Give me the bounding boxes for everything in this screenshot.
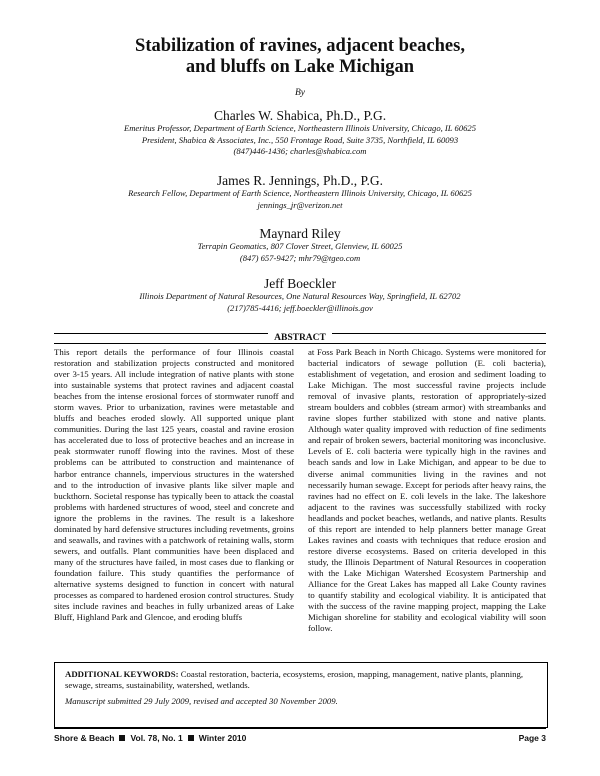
author-contact: (847)446-1436; charles@shabica.com [233, 146, 367, 156]
abstract-column-left [54, 347, 294, 623]
square-bullet-icon [188, 735, 194, 741]
manuscript-note: Manuscript submitted 29 July 2009, revised and accepted 30 November 2009. [65, 696, 338, 706]
article-title [40, 36, 560, 78]
author-affiliation: Emeritus Professor, Department of Earth Science, Northeastern Illinois University, Chicago, IL 60625 [123, 123, 477, 133]
author-block [20, 276, 580, 314]
title-line-1: Stabilization of ravines, adjacent beaches, [135, 36, 465, 56]
journal-volume: Vol. 78, No. 1 [130, 733, 183, 743]
abstract-column-right [308, 347, 546, 634]
abstract-heading-rule [54, 343, 546, 344]
author-block [20, 173, 580, 211]
keywords-label: ADDITIONAL KEYWORDS: [65, 669, 179, 679]
author-block [20, 108, 580, 158]
author-name: Maynard Riley [259, 226, 341, 241]
author-contact: (847) 657-9427; mhr79@tgeo.com [239, 252, 361, 263]
square-bullet-icon [119, 735, 125, 741]
keywords-box [54, 662, 548, 728]
abstract-heading: ABSTRACT [0, 333, 600, 343]
author-block [20, 226, 580, 264]
footer-citation [54, 733, 246, 743]
author-name: Charles W. Shabica, Ph.D., P.G. [213, 108, 387, 123]
keywords-paragraph [65, 669, 537, 691]
author-name: James R. Jennings, Ph.D., P.G. [216, 173, 384, 188]
author-affiliation: Illinois Department of Natural Resources, One Natural Resources Way, Springfield, IL 62702 [139, 291, 461, 301]
journal-name: Shore & Beach [54, 733, 115, 743]
keywords-text: Coastal restoration, bacteria, ecosystems, erosion, mapping, management, native plants, planning, sewage, streams, sustainability, watershed, wetlands. [65, 669, 524, 690]
footer-rule [54, 728, 546, 729]
title-line-2: and bluffs on Lake Michigan [185, 57, 415, 77]
author-affiliation: Terrapin Geomatics, 807 Clover Street, Glenview, IL 60025 [197, 241, 403, 251]
author-contact: (217)785-4416; jeff.boeckler@illinois.gov [227, 302, 373, 313]
page-number: Page 3 [518, 733, 546, 743]
author-affiliation: President, Shabica & Associates, Inc., 550 Frontage Road, Suite 3735, Northfield, IL 60093 [141, 134, 459, 145]
author-affiliation: Research Fellow, Department of Earth Science, Northeastern Illinois University, Chicago, IL 60625 [128, 188, 472, 198]
byline-label: By [294, 88, 306, 98]
author-name: Jeff Boeckler [263, 276, 337, 291]
abstract-text-right: at Foss Park Beach in North Chicago. Systems were monitored for bacterial indicators of sewage pollution (E. coli bacteria), establishment of vegetation, and erosion and sediment loading to Lake Michigan. The most successful ravine projects include removal of invasive plants, restoration of appropriately-sized stream boulders and cobbles (stream armor) with streambanks and ravine slopes further stabilized with stone and native plants. Although water quality improved with reduction of fine sediments and repair of broken sewers, bacterial monitoring was inconclusive. Levels of E. coli bacteria were typically high in the ravines and beach sands and low in Lake Michigan, and appear to be due to diverse animal communities living in the ravines and not necessarily human sewage. Except for periods after heavy rains, the ravines had no effect on E. coli levels in the lake. The lakeshore adjacent to the ravines was successfully stabilized with rocky headlands and pocket beaches, wetlands, and native plants. Results of this report are intended to help planners better manage Great Lakes ravines and coasts with techniques that reduce erosion and restore diverse ecosystems. Based on criteria developed in this study, the Illinois Department of Natural Resources in cooperation with the Lake Michigan Watershed Ecosystem Partnership and Alliance for the Great Lakes has mapped all Lake County ravines to quantify stability and ecological viability. It is anticipated that with the success of the ravine mapping project, mapping the Lake Michigan shoreline for stability and ecological viability will soon follow. [308, 347, 546, 634]
author-contact: jennings_jr@verizon.net [257, 199, 343, 210]
journal-issue: Winter 2010 [198, 733, 247, 743]
abstract-text-left: This report details the performance of four Illinois coastal restoration and stabilization projects constructed and monitored over 3-15 years. All include integration of native plants with stone into sustainable systems that protect ravines and adjacent coastal beaches from the intense erosional forces of stormwater runoff and storm waves. Prior to urbanization, ravines were metastable and bluffs and beaches eroded slowly. All supported unique plant communities. During the last 125 years, coastal and ravine erosion has accelerated due to loss of protective beaches and an increase in peak stormwater runoff flowing into the ravines. Most of these problems can be attributed to construction and maintenance of harbor entrance channels, impervious structures in the watershed and to the introduction of invasive plants like silver maple and buckthorn. Societal response has typically been to attack the coastal problems with hardened structures of wood, steel and concrete and ignore the problems in the ravines. The result is a lakeshore dominated by hard defensive structures including revetments, groins and seawalls, and ravines with a patchwork of retaining walls, storm sewers, and outfalls. Plant communities have been displaced and many of the structures have failed, in most cases due to flanking or foundation failure. This study quantifies the performance of alternative systems designed to function in concert with natural processes as compared to hardened erosion control structures. Study sites include ravines and beaches in fully urbanized areas of Lake Bluff, Highland Park and Glencoe, and eroding bluffs [54, 347, 294, 623]
